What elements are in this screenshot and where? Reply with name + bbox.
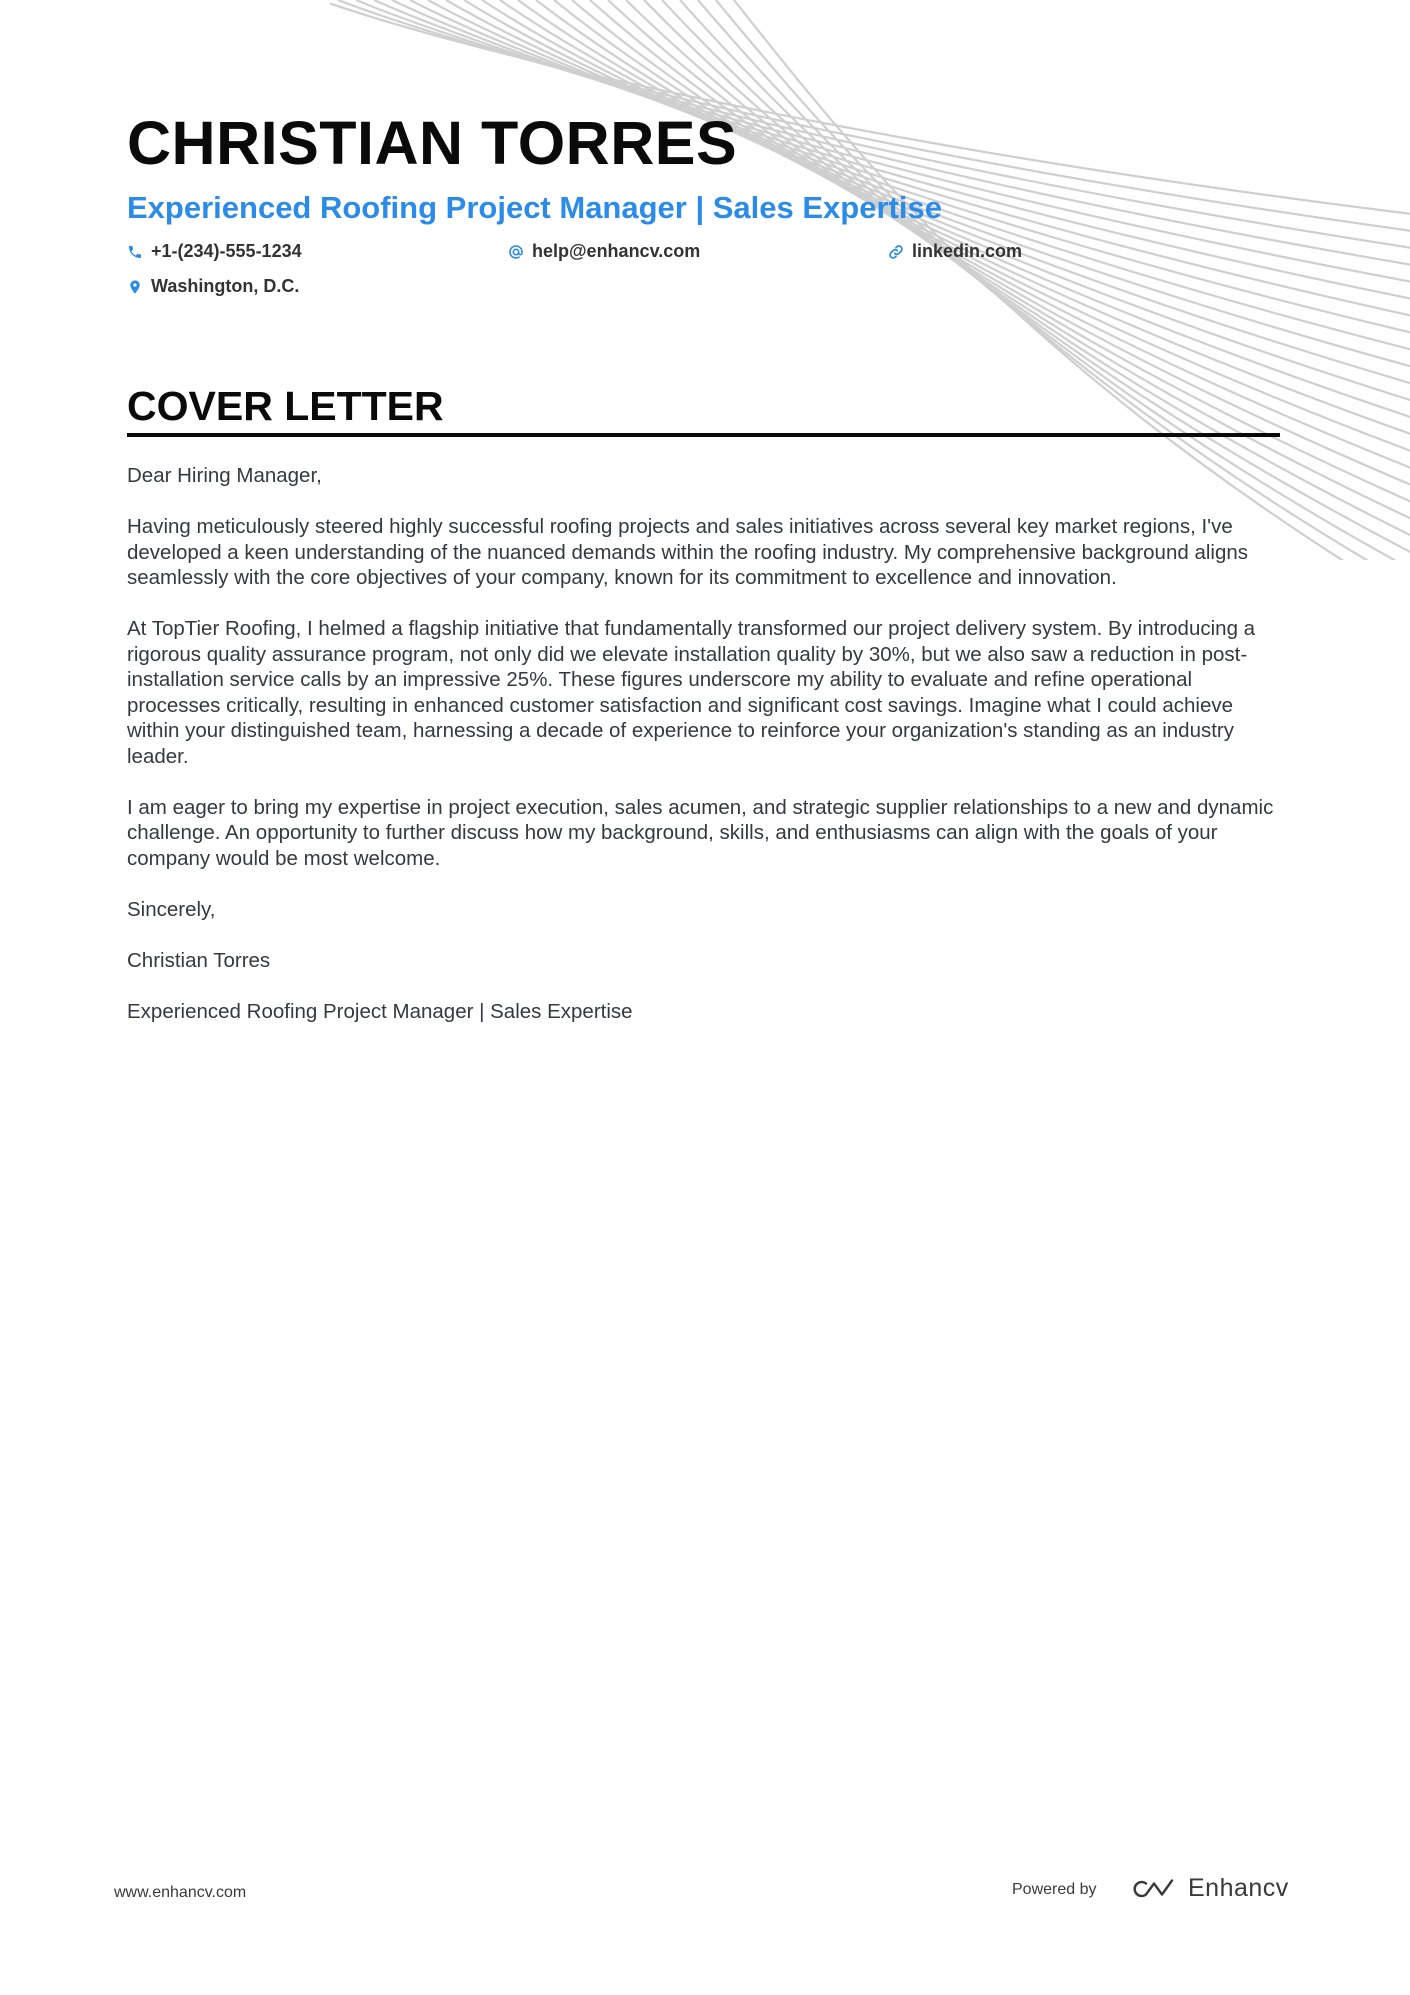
brand-name: Enhancv — [1188, 1874, 1289, 1902]
section-divider — [127, 433, 1280, 437]
candidate-name: CHRISTIAN TORRES — [127, 109, 738, 177]
contact-link[interactable] — [888, 241, 1022, 262]
contact-location-text: Washington, D.C. — [151, 276, 300, 296]
section-title: COVER LETTER — [127, 383, 444, 429]
phone-icon — [127, 244, 143, 260]
contact-email-text: help@enhancv.com — [532, 241, 701, 261]
letter-closing: Sincerely, — [127, 897, 216, 921]
at-icon — [508, 244, 524, 260]
letter-body — [127, 463, 1282, 1050]
location-pin-icon — [127, 279, 143, 295]
letter-paragraph: I am eager to bring my expertise in project execution, sales acumen, and strategic supplier relationships to a new and dynamic challenge. An opportunity to further discuss how my background, skills, and enthusiasms can align with the goals of your company would be most welcome. — [127, 795, 1274, 870]
contact-location — [127, 276, 299, 297]
wave-line — [590, 0, 1410, 472]
contact-phone[interactable] — [127, 241, 302, 262]
brand-logo[interactable] — [1130, 1874, 1289, 1903]
footer-website-link[interactable]: www.enhancv.com — [114, 1884, 247, 1901]
signature-title: Experienced Roofing Project Manager | Sales Expertise — [127, 999, 633, 1023]
wave-line — [662, 0, 1410, 540]
contact-email[interactable] — [508, 241, 700, 262]
letter-paragraph: At TopTier Roofing, I helmed a flagship initiative that fundamentally transformed our project delivery system. By introducing a rigorous quality assurance program, not only did we elevate installation quality by 30%, but we also saw a reduction in post-installation service calls by an impressive 25%. These figures underscore my ability to evaluate and refine operational processes critically, resulting in enhanced customer satisfaction and significant cost savings. Imagine what I could achieve within your distinguished team, harnessing a decade of experience to reinforce your organization's standing as an industry leader. — [127, 617, 1256, 768]
link-icon — [888, 244, 904, 260]
wave-line — [644, 0, 1410, 523]
powered-by-label: Powered by — [1012, 1881, 1097, 1898]
enhancv-logo-icon — [1130, 1876, 1178, 1902]
contact-phone-text: +1-(234)-555-1234 — [151, 241, 302, 261]
contact-link-text: linkedin.com — [912, 241, 1023, 261]
signature-name: Christian Torres — [127, 948, 271, 972]
candidate-headline: Experienced Roofing Project Manager | Sales Expertise — [127, 190, 942, 225]
letter-paragraph: Having meticulously steered highly successful roofing projects and sales initiatives across several key market regions, I've developed a keen understanding of the nuanced demands within the roofing industry. My comprehensive background aligns seamlessly with the core objectives of your company, known for its commitment to excellence and innovation. — [127, 515, 1249, 589]
wave-line — [482, 0, 1410, 369]
letter-greeting: Dear Hiring Manager, — [127, 464, 322, 487]
